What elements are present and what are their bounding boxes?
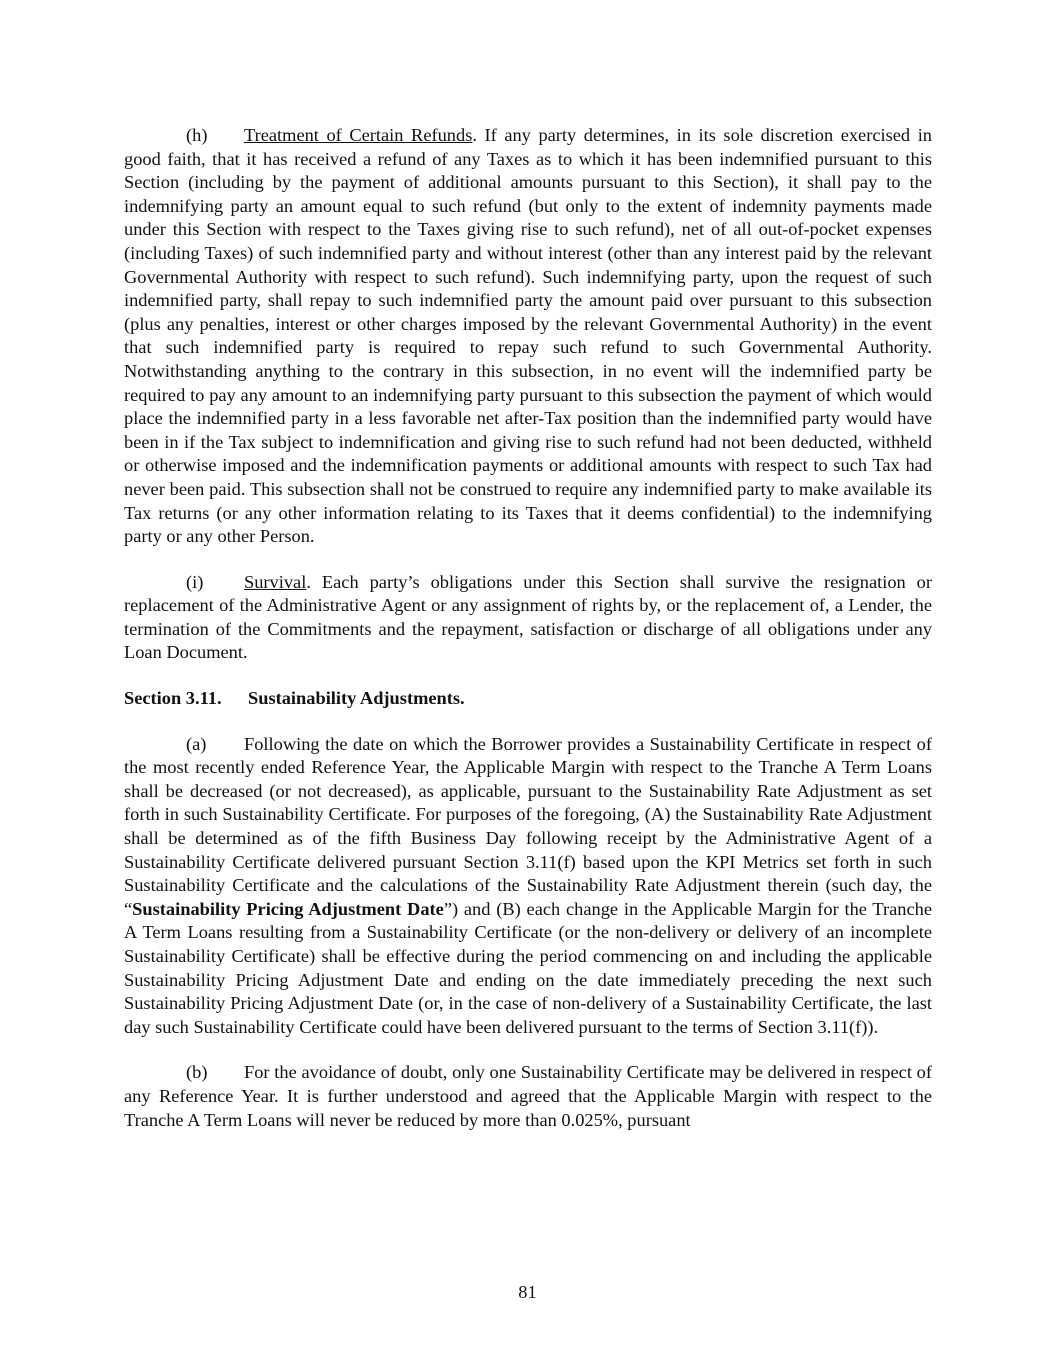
paragraph-label: (a): [186, 733, 207, 754]
defined-term: Sustainability Pricing Adjustment Date: [132, 898, 444, 919]
paragraph-b: [124, 1061, 932, 1132]
paragraph-body: . Each party’s obligations under this Section shall survive the resignation or replacement of the Administrative Agent or any assignment of rights by, or the replacement of, a Lender, the termination of the Commitments and the repayment, satisfaction or discharge of all obligations under any Loan Document.: [124, 571, 932, 663]
paragraph-h: [124, 124, 932, 549]
paragraph-label: (h): [186, 125, 208, 145]
paragraph-caption: Survival: [244, 571, 307, 592]
section-number: Section 3.11.: [124, 688, 222, 709]
paragraph-i: [124, 571, 932, 665]
page-number: 81: [518, 1282, 537, 1302]
section-title: Sustainability Adjustments.: [248, 688, 465, 709]
section-heading: [124, 687, 932, 711]
paragraph-body-continued: ”) and (B) each change in the Applicable Margin for the Tranche A Term Loans resulting from a Sustainability Certificate (or the non-delivery or delivery of an incomplete Sustainability Certificate) shall be effective during the period commencing on and including the applicable Sustainability Pricing Adjustment Date and ending on the date immediately preceding the next such Sustainability Pricing Adjustment Date (or, in the case of non-delivery of a Sustainability Certificate, the last day such Sustainability Certificate could have been delivered pursuant to the terms of Section 3.11(f)).: [124, 898, 933, 1037]
paragraph-label: (b): [186, 1062, 208, 1083]
paragraph-body: For the avoidance of doubt, only one Sustainability Certificate may be delivered in respect of any Reference Year. It is further understood and agreed that the Applicable Margin with respect to the Tranche A Term Loans will never be reduced by more than 0.025%, pursuant: [124, 1062, 932, 1130]
paragraph-caption: Treatment of Certain Refunds: [244, 125, 473, 145]
paragraph-body: Following the date on which the Borrower provides a Sustainability Certificate in respect of the most recently ended Reference Year, the Applicable Margin with respect to the Tranche A Term Loans shall be decreased (or not decreased), as applicable, pursuant to the Sustainability Rate Adjustment as set forth in such Sustainability Certificate. For purposes of the foregoing, (A) the Sustainability Rate Adjustment shall be determined as of the fifth Business Day following receipt by the Administrative Agent of a Sustainability Certificate delivered pursuant Section 3.11(f) based upon the KPI Metrics set forth in such Sustainability Certificate and the calculations of the Sustainability Rate Adjustment therein (such day, the “: [124, 733, 932, 919]
paragraph-label: (i): [186, 571, 204, 592]
paragraph-a: [124, 733, 932, 1040]
paragraph-body: . If any party determines, in its sole discretion exercised in good faith, that it has received a refund of any Taxes as to which it has been indemnified pursuant to this Section (including by the payment of additional amounts pursuant to this Section), it shall pay to the indemnifying party an amount equal to such refund (but only to the extent of indemnity payments made under this Section with respect to the Taxes giving rise to such refund), net of all out-of-pocket expenses (including Taxes) of such indemnified party and without interest (other than any interest paid by the relevant Governmental Authority with respect to such refund). Such indemnifying party, upon the request of such indemnified party, shall repay to such indemnified party the amount paid over pursuant to this subsection (plus any penalties, interest or other charges imposed by the relevant Governmental Authority) in the event that such indemnified party is required to repay such refund to such Governmental Authority. Notwithstanding anything to the contrary in this subsection, in no event will the indemnified party be required to pay any amount to an indemnifying party pursuant to this subsection the payment of which would place the indemnified party in a less favorable net after-Tax position than the indemnified party would have been in if the Tax subject to indemnification and giving rise to such refund had not been deducted, withheld or otherwise imposed and the indemnification payments or additional amounts with respect to such Tax had never been paid. This subsection shall not be construed to require any indemnified party to make available its Tax returns (or any other information relating to its Taxes that it deems confidential) to the indemnifying party or any other Person.: [124, 125, 932, 547]
document-page: [124, 124, 932, 1154]
